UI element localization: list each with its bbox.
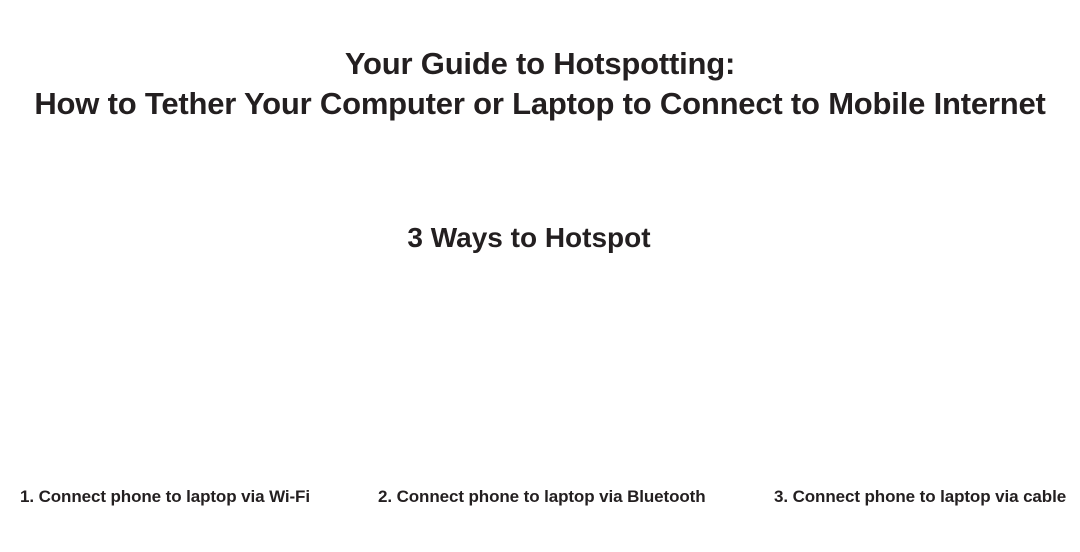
title-line-secondary: How to Tether Your Computer or Laptop to Connect to Mobile Internet (34, 86, 1046, 121)
caption-item-3: 3. Connect phone to laptop via cable (774, 487, 1067, 506)
section-heading-text: 3 Ways to Hotspot (407, 222, 651, 253)
caption-row (0, 487, 1080, 517)
caption-item-2: 2. Connect phone to laptop via Bluetooth (378, 487, 706, 506)
caption-item-1: 1. Connect phone to laptop via Wi-Fi (20, 487, 310, 506)
title-line-primary: Your Guide to Hotspotting: (344, 46, 736, 81)
section-heading (0, 222, 1080, 254)
page-title (0, 44, 1080, 124)
